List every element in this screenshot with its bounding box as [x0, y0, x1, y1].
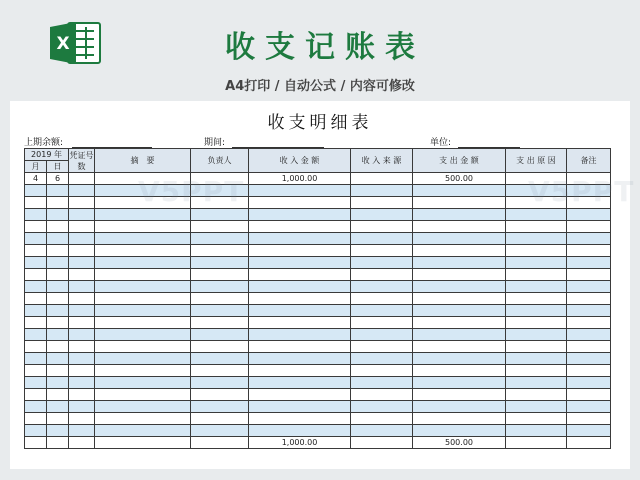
expense-reason-cell[interactable] — [506, 233, 567, 245]
income-source-cell[interactable] — [351, 281, 413, 293]
voucher-header: 凭证号数 — [69, 150, 94, 171]
expense-reason-cell[interactable] — [506, 389, 567, 401]
voucher-cell[interactable] — [69, 401, 95, 413]
expense-reason-cell[interactable] — [506, 365, 567, 377]
month-cell[interactable] — [25, 425, 47, 437]
expense-reason-cell[interactable] — [506, 353, 567, 365]
remark-cell[interactable] — [567, 293, 611, 305]
balance-label: 上期余额: — [24, 138, 64, 148]
day-cell[interactable] — [47, 185, 69, 197]
month-cell[interactable] — [25, 185, 47, 197]
total-row — [25, 437, 611, 449]
person-cell[interactable] — [191, 173, 249, 185]
income-amount-cell[interactable] — [249, 245, 351, 257]
summary-cell[interactable] — [95, 353, 191, 365]
person-cell[interactable] — [191, 305, 249, 317]
expense-amount-cell[interactable] — [413, 425, 506, 437]
page-subtitle: A4打印 / 自动公式 / 内容可修改 — [225, 79, 415, 94]
voucher-cell[interactable] — [69, 389, 95, 401]
voucher-cell[interactable] — [69, 173, 95, 185]
voucher-cell[interactable] — [69, 257, 95, 269]
person-cell[interactable] — [191, 269, 249, 281]
remark-cell[interactable] — [567, 257, 611, 269]
balance-field — [24, 135, 152, 148]
table-row — [25, 365, 611, 377]
income-source-cell[interactable] — [351, 401, 413, 413]
year-header: 2019 年 — [25, 149, 69, 161]
table-row — [25, 197, 611, 209]
expense-amount-cell[interactable] — [413, 317, 506, 329]
income-amount-cell[interactable] — [249, 425, 351, 437]
total-income-source-cell — [351, 437, 413, 449]
day-cell[interactable] — [47, 257, 69, 269]
day-cell[interactable] — [47, 197, 69, 209]
day-cell[interactable] — [47, 293, 69, 305]
day-cell[interactable] — [47, 233, 69, 245]
summary-cell[interactable] — [95, 329, 191, 341]
income-amount-cell[interactable] — [249, 269, 351, 281]
expense-amount-cell[interactable] — [413, 401, 506, 413]
income-amount-header: 收 入 金 额 — [249, 149, 351, 173]
summary-cell[interactable] — [95, 281, 191, 293]
remark-cell[interactable] — [567, 209, 611, 221]
expense-reason-cell[interactable] — [506, 173, 567, 185]
expense-amount-cell[interactable] — [413, 329, 506, 341]
income-source-cell[interactable] — [351, 269, 413, 281]
income-source-cell[interactable] — [351, 293, 413, 305]
summary-cell[interactable] — [95, 389, 191, 401]
summary-cell[interactable] — [95, 365, 191, 377]
month-cell[interactable] — [25, 233, 47, 245]
remark-cell[interactable] — [567, 341, 611, 353]
expense-amount-cell[interactable] — [413, 221, 506, 233]
expense-amount-cell[interactable] — [413, 293, 506, 305]
ledger-sheet — [10, 101, 630, 469]
income-amount-cell[interactable] — [249, 365, 351, 377]
remark-cell[interactable] — [567, 281, 611, 293]
income-source-cell[interactable] — [351, 221, 413, 233]
income-amount-cell[interactable] — [249, 329, 351, 341]
total-person-cell — [191, 437, 249, 449]
remark-cell[interactable] — [567, 413, 611, 425]
day-cell[interactable] — [47, 341, 69, 353]
expense-amount-cell[interactable] — [413, 257, 506, 269]
table-row — [25, 233, 611, 245]
voucher-cell[interactable] — [69, 233, 95, 245]
remark-cell[interactable] — [567, 197, 611, 209]
income-amount-cell[interactable] — [249, 305, 351, 317]
month-cell[interactable] — [25, 257, 47, 269]
summary-cell[interactable] — [95, 185, 191, 197]
day-cell[interactable] — [47, 269, 69, 281]
day-cell[interactable] — [47, 221, 69, 233]
expense-reason-cell[interactable] — [506, 317, 567, 329]
table-row — [25, 389, 611, 401]
day-cell[interactable] — [47, 401, 69, 413]
voucher-cell[interactable] — [69, 413, 95, 425]
income-source-cell[interactable] — [351, 197, 413, 209]
summary-cell[interactable] — [95, 221, 191, 233]
expense-amount-cell[interactable] — [413, 185, 506, 197]
table-row — [25, 173, 611, 185]
period-label: 期间: — [204, 138, 226, 148]
income-source-cell[interactable] — [351, 413, 413, 425]
unit-field — [430, 135, 520, 148]
remark-cell[interactable] — [567, 365, 611, 377]
total-expense-reason-cell — [506, 437, 567, 449]
day-cell[interactable] — [47, 389, 69, 401]
table-row — [25, 269, 611, 281]
table-row — [25, 341, 611, 353]
income-amount-cell[interactable] — [249, 197, 351, 209]
income-source-cell[interactable] — [351, 329, 413, 341]
income-source-header: 收 入 来 源 — [351, 149, 413, 173]
expense-amount-cell[interactable] — [413, 389, 506, 401]
month-cell[interactable] — [25, 353, 47, 365]
expense-amount-cell[interactable] — [413, 365, 506, 377]
month-cell[interactable] — [25, 281, 47, 293]
expense-reason-cell[interactable] — [506, 221, 567, 233]
remark-cell[interactable] — [567, 233, 611, 245]
summary-cell[interactable] — [95, 401, 191, 413]
expense-reason-cell[interactable] — [506, 257, 567, 269]
remark-cell[interactable] — [567, 221, 611, 233]
voucher-cell[interactable] — [69, 221, 95, 233]
remark-cell[interactable] — [567, 173, 611, 185]
income-amount-cell[interactable] — [249, 233, 351, 245]
total-month-cell — [25, 437, 47, 449]
table-row — [25, 209, 611, 221]
period-field — [204, 135, 324, 148]
person-cell[interactable] — [191, 293, 249, 305]
table-row — [25, 329, 611, 341]
table-row — [25, 257, 611, 269]
remark-cell[interactable] — [567, 245, 611, 257]
table-row — [25, 425, 611, 437]
income-source-cell[interactable] — [351, 425, 413, 437]
day-cell[interactable]: 6 — [47, 173, 69, 185]
summary-cell[interactable] — [95, 305, 191, 317]
income-amount-cell[interactable] — [249, 221, 351, 233]
expense-reason-cell[interactable] — [506, 185, 567, 197]
table-row — [25, 305, 611, 317]
total-remark-cell — [567, 437, 611, 449]
income-source-cell[interactable] — [351, 341, 413, 353]
table-row — [25, 185, 611, 197]
month-cell[interactable]: 4 — [25, 173, 47, 185]
expense-reason-cell[interactable] — [506, 293, 567, 305]
expense-reason-cell[interactable] — [506, 425, 567, 437]
expense-reason-cell[interactable] — [506, 377, 567, 389]
summary-cell[interactable] — [95, 377, 191, 389]
table-row — [25, 317, 611, 329]
day-cell[interactable] — [47, 281, 69, 293]
expense-amount-cell[interactable]: 500.00 — [413, 173, 506, 185]
person-cell[interactable] — [191, 245, 249, 257]
voucher-cell[interactable] — [69, 305, 95, 317]
voucher-cell[interactable] — [69, 329, 95, 341]
expense-amount-header: 支 出 金 额 — [413, 149, 506, 173]
day-cell[interactable] — [47, 329, 69, 341]
day-cell[interactable] — [47, 365, 69, 377]
voucher-cell[interactable] — [69, 245, 95, 257]
month-cell[interactable] — [25, 197, 47, 209]
month-cell[interactable] — [25, 377, 47, 389]
table-row — [25, 377, 611, 389]
expense-reason-cell[interactable] — [506, 209, 567, 221]
income-amount-cell[interactable] — [249, 257, 351, 269]
remark-cell[interactable] — [567, 401, 611, 413]
voucher-cell[interactable] — [69, 281, 95, 293]
table-row — [25, 221, 611, 233]
ledger-table — [24, 148, 611, 449]
income-source-cell[interactable] — [351, 317, 413, 329]
table-row — [25, 353, 611, 365]
person-cell[interactable] — [191, 233, 249, 245]
expense-reason-cell[interactable] — [506, 413, 567, 425]
income-amount-cell[interactable] — [249, 293, 351, 305]
voucher-cell[interactable] — [69, 197, 95, 209]
income-source-cell[interactable] — [351, 353, 413, 365]
income-source-cell[interactable] — [351, 257, 413, 269]
expense-amount-cell[interactable] — [413, 305, 506, 317]
person-cell[interactable] — [191, 377, 249, 389]
summary-cell[interactable] — [95, 341, 191, 353]
income-source-cell[interactable] — [351, 185, 413, 197]
day-cell[interactable] — [47, 317, 69, 329]
month-cell[interactable] — [25, 389, 47, 401]
income-amount-cell[interactable] — [249, 185, 351, 197]
day-cell[interactable] — [47, 209, 69, 221]
day-header: 日 — [47, 161, 69, 173]
income-source-cell[interactable] — [351, 245, 413, 257]
day-cell[interactable] — [47, 377, 69, 389]
income-amount-cell[interactable] — [249, 413, 351, 425]
income-amount-cell[interactable] — [249, 377, 351, 389]
summary-cell[interactable] — [95, 233, 191, 245]
month-cell[interactable] — [25, 341, 47, 353]
person-cell[interactable] — [191, 425, 249, 437]
income-amount-cell[interactable] — [249, 317, 351, 329]
summary-cell[interactable] — [95, 269, 191, 281]
voucher-cell[interactable] — [69, 185, 95, 197]
person-cell[interactable] — [191, 413, 249, 425]
voucher-cell[interactable] — [69, 341, 95, 353]
expense-amount-cell[interactable] — [413, 281, 506, 293]
table-row — [25, 281, 611, 293]
person-cell[interactable] — [191, 209, 249, 221]
remark-cell[interactable] — [567, 389, 611, 401]
summary-cell[interactable] — [95, 293, 191, 305]
month-cell[interactable] — [25, 317, 47, 329]
income-amount-cell[interactable] — [249, 209, 351, 221]
month-cell[interactable] — [25, 293, 47, 305]
person-header: 负责人 — [191, 149, 249, 173]
month-cell[interactable] — [25, 365, 47, 377]
expense-amount-cell[interactable] — [413, 353, 506, 365]
month-cell[interactable] — [25, 401, 47, 413]
expense-reason-cell[interactable] — [506, 305, 567, 317]
voucher-cell[interactable] — [69, 377, 95, 389]
summary-cell[interactable] — [95, 209, 191, 221]
expense-reason-cell[interactable] — [506, 329, 567, 341]
expense-reason-cell[interactable] — [506, 401, 567, 413]
unit-input-line — [458, 138, 520, 148]
income-amount-cell[interactable] — [249, 389, 351, 401]
income-source-cell[interactable] — [351, 173, 413, 185]
voucher-cell[interactable] — [69, 365, 95, 377]
month-cell[interactable] — [25, 221, 47, 233]
month-cell[interactable] — [25, 329, 47, 341]
person-cell[interactable] — [191, 185, 249, 197]
day-cell[interactable] — [47, 425, 69, 437]
summary-cell[interactable] — [95, 197, 191, 209]
day-cell[interactable] — [47, 413, 69, 425]
month-cell[interactable] — [25, 413, 47, 425]
person-cell[interactable] — [191, 401, 249, 413]
month-cell[interactable] — [25, 269, 47, 281]
day-cell[interactable] — [47, 245, 69, 257]
table-row — [25, 413, 611, 425]
expense-reason-cell[interactable] — [506, 197, 567, 209]
table-row — [25, 401, 611, 413]
day-cell[interactable] — [47, 353, 69, 365]
expense-amount-cell[interactable] — [413, 341, 506, 353]
total-voucher-cell — [69, 437, 95, 449]
income-amount-cell[interactable] — [249, 281, 351, 293]
income-amount-cell[interactable] — [249, 341, 351, 353]
person-cell[interactable] — [191, 197, 249, 209]
remark-header: 备注 — [567, 149, 611, 173]
remark-cell[interactable] — [567, 425, 611, 437]
month-cell[interactable] — [25, 305, 47, 317]
day-cell[interactable] — [47, 305, 69, 317]
person-cell[interactable] — [191, 329, 249, 341]
expense-amount-cell[interactable] — [413, 197, 506, 209]
expense-amount-cell[interactable] — [413, 233, 506, 245]
sheet-title: 收支明细表 — [267, 113, 373, 133]
person-cell[interactable] — [191, 341, 249, 353]
expense-amount-cell[interactable] — [413, 269, 506, 281]
period-input-line — [232, 138, 324, 148]
income-source-cell[interactable] — [351, 377, 413, 389]
summary-cell[interactable] — [95, 413, 191, 425]
remark-cell[interactable] — [567, 317, 611, 329]
person-cell[interactable] — [191, 317, 249, 329]
total-summary-cell — [95, 437, 191, 449]
summary-cell[interactable] — [95, 425, 191, 437]
person-cell[interactable] — [191, 365, 249, 377]
summary-cell[interactable] — [95, 317, 191, 329]
voucher-cell[interactable] — [69, 425, 95, 437]
month-cell[interactable] — [25, 209, 47, 221]
remark-cell[interactable] — [567, 269, 611, 281]
summary-cell[interactable] — [95, 173, 191, 185]
expense-reason-cell[interactable] — [506, 341, 567, 353]
total-day-cell — [47, 437, 69, 449]
voucher-cell[interactable] — [69, 317, 95, 329]
income-amount-cell[interactable]: 1,000.00 — [249, 173, 351, 185]
expense-amount-cell[interactable] — [413, 413, 506, 425]
expense-reason-cell[interactable] — [506, 245, 567, 257]
expense-amount-cell[interactable] — [413, 377, 506, 389]
expense-amount-cell[interactable] — [413, 245, 506, 257]
summary-header: 摘 要 — [95, 149, 191, 173]
income-source-cell[interactable] — [351, 233, 413, 245]
remark-cell[interactable] — [567, 185, 611, 197]
person-cell[interactable] — [191, 389, 249, 401]
expense-amount-cell[interactable] — [413, 209, 506, 221]
voucher-cell[interactable] — [69, 353, 95, 365]
income-amount-cell[interactable] — [249, 353, 351, 365]
voucher-cell[interactable] — [69, 209, 95, 221]
voucher-cell[interactable] — [69, 269, 95, 281]
remark-cell[interactable] — [567, 377, 611, 389]
expense-reason-cell[interactable] — [506, 281, 567, 293]
income-source-cell[interactable] — [351, 365, 413, 377]
total-income-amount-cell: 1,000.00 — [249, 437, 351, 449]
expense-reason-cell[interactable] — [506, 269, 567, 281]
income-amount-cell[interactable] — [249, 401, 351, 413]
remark-cell[interactable] — [567, 305, 611, 317]
summary-cell[interactable] — [95, 257, 191, 269]
income-source-cell[interactable] — [351, 305, 413, 317]
month-header: 月 — [25, 161, 47, 173]
table-row — [25, 293, 611, 305]
unit-label: 单位: — [430, 138, 452, 148]
person-cell[interactable] — [191, 353, 249, 365]
month-cell[interactable] — [25, 245, 47, 257]
person-cell[interactable] — [191, 281, 249, 293]
voucher-cell[interactable] — [69, 293, 95, 305]
page-title: 收支记账表 — [225, 30, 425, 65]
person-cell[interactable] — [191, 257, 249, 269]
person-cell[interactable] — [191, 221, 249, 233]
balance-input-line — [72, 138, 152, 148]
summary-cell[interactable] — [95, 245, 191, 257]
expense-reason-header: 支 出 原 因 — [506, 149, 567, 173]
remark-cell[interactable] — [567, 329, 611, 341]
total-expense-amount-cell: 500.00 — [413, 437, 506, 449]
income-source-cell[interactable] — [351, 389, 413, 401]
remark-cell[interactable] — [567, 353, 611, 365]
income-source-cell[interactable] — [351, 209, 413, 221]
svg-text:X: X — [56, 34, 70, 54]
table-row — [25, 245, 611, 257]
